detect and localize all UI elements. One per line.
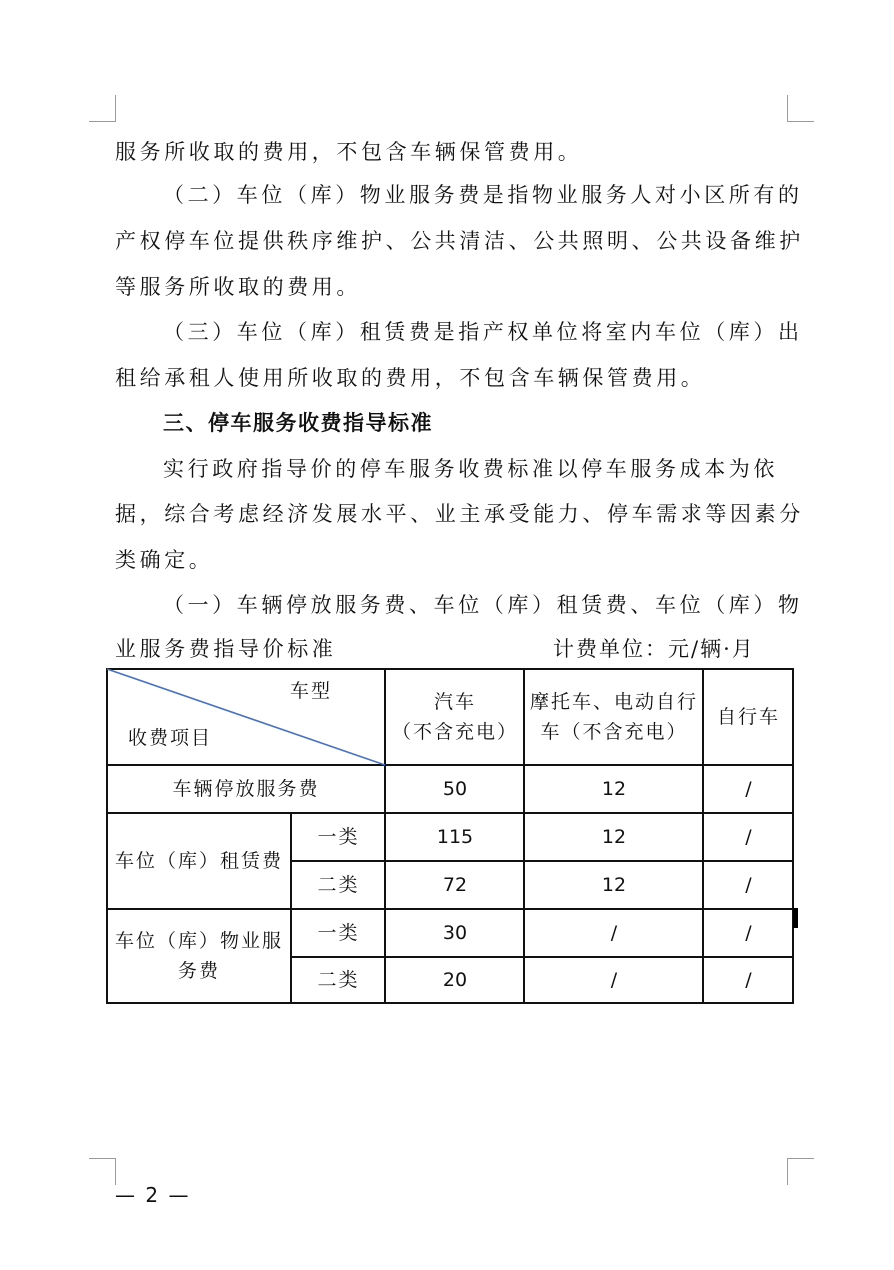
col-header-car-line1: 汽车 <box>433 691 476 713</box>
paragraph-line: （二）车位（库）物业服务费是指物业服务人对小区所有的 <box>163 183 803 207</box>
cell-property1-moto: / <box>610 922 618 944</box>
paragraph-line: 业服务费指导价标准 <box>115 637 337 661</box>
rental-class-2: 二类 <box>317 874 360 896</box>
crop-mark-bottom-left <box>89 1158 116 1185</box>
property-fee-line1: 车位（库）物业服 <box>114 930 283 952</box>
rental-class-1: 一类 <box>317 826 360 848</box>
section-heading: 三、停车服务收费指导标准 <box>163 411 433 435</box>
cell-rental2-moto: 12 <box>601 874 627 896</box>
cell-parking-moto: 12 <box>601 778 627 800</box>
fee-table <box>106 668 794 1004</box>
cell-property2-moto: / <box>610 969 618 991</box>
paragraph-line: 类确定。 <box>115 548 214 572</box>
crop-mark-top-right <box>787 95 814 122</box>
row-label-property-fee <box>107 909 291 1003</box>
row-label-parking-service: 车辆停放服务费 <box>172 778 320 800</box>
cell-rental1-moto: 12 <box>601 826 627 848</box>
crop-mark-top-left <box>89 95 116 122</box>
col-header-bicycle: 自行车 <box>716 706 780 728</box>
cell-property1-bike: / <box>745 922 752 944</box>
cell-property1-car: 30 <box>442 922 468 944</box>
page-number: — 2 — <box>115 1183 191 1207</box>
property-class-2: 二类 <box>317 969 360 991</box>
header-vehicle-type: 车型 <box>289 680 332 702</box>
col-header-moto-line1: 摩托车、电动自行 <box>529 691 698 713</box>
paragraph-line: 实行政府指导价的停车服务收费标准以停车服务成本为依 <box>163 457 778 481</box>
col-header-car <box>386 669 524 765</box>
cell-property2-bike: / <box>745 969 752 991</box>
header-fee-item: 收费项目 <box>127 727 212 749</box>
paragraph-line: （三）车位（库）租赁费是指产权单位将室内车位（库）出 <box>163 320 803 344</box>
cell-property2-car: 20 <box>442 969 468 991</box>
cell-rental1-car: 115 <box>436 826 474 848</box>
row-label-rental-fee: 车位（库）租赁费 <box>114 850 283 872</box>
paragraph-line: 据，综合考虑经济发展水平、业主承受能力、停车需求等因素分 <box>115 502 804 526</box>
paragraph-line: （一）车辆停放服务费、车位（库）租赁费、车位（库）物 <box>163 593 803 617</box>
paragraph-line: 租给承租人使用所收取的费用，不包含车辆保管费用。 <box>115 366 706 390</box>
property-class-1: 一类 <box>317 922 360 944</box>
paragraph-line: 服务所收取的费用，不包含车辆保管费用。 <box>115 140 583 164</box>
cell-parking-bike: / <box>745 778 752 800</box>
cell-parking-car: 50 <box>442 778 468 800</box>
col-header-car-line2: （不含充电） <box>391 721 518 743</box>
paragraph-line: 等服务所收取的费用。 <box>115 275 361 299</box>
crop-mark-bottom-right <box>787 1158 814 1185</box>
margin-marker <box>793 908 798 928</box>
col-header-motorcycle <box>525 669 703 765</box>
cell-rental2-car: 72 <box>442 874 468 896</box>
cell-rental2-bike: / <box>745 874 752 896</box>
paragraph-line: 产权停车位提供秩序维护、公共清洁、公共照明、公共设备维护 <box>115 229 804 253</box>
cell-rental1-bike: / <box>745 826 752 848</box>
property-fee-line2: 务费 <box>177 960 220 982</box>
unit-label: 计费单位：元/辆·月 <box>553 637 755 661</box>
col-header-moto-line2: 车（不含充电） <box>540 721 688 743</box>
